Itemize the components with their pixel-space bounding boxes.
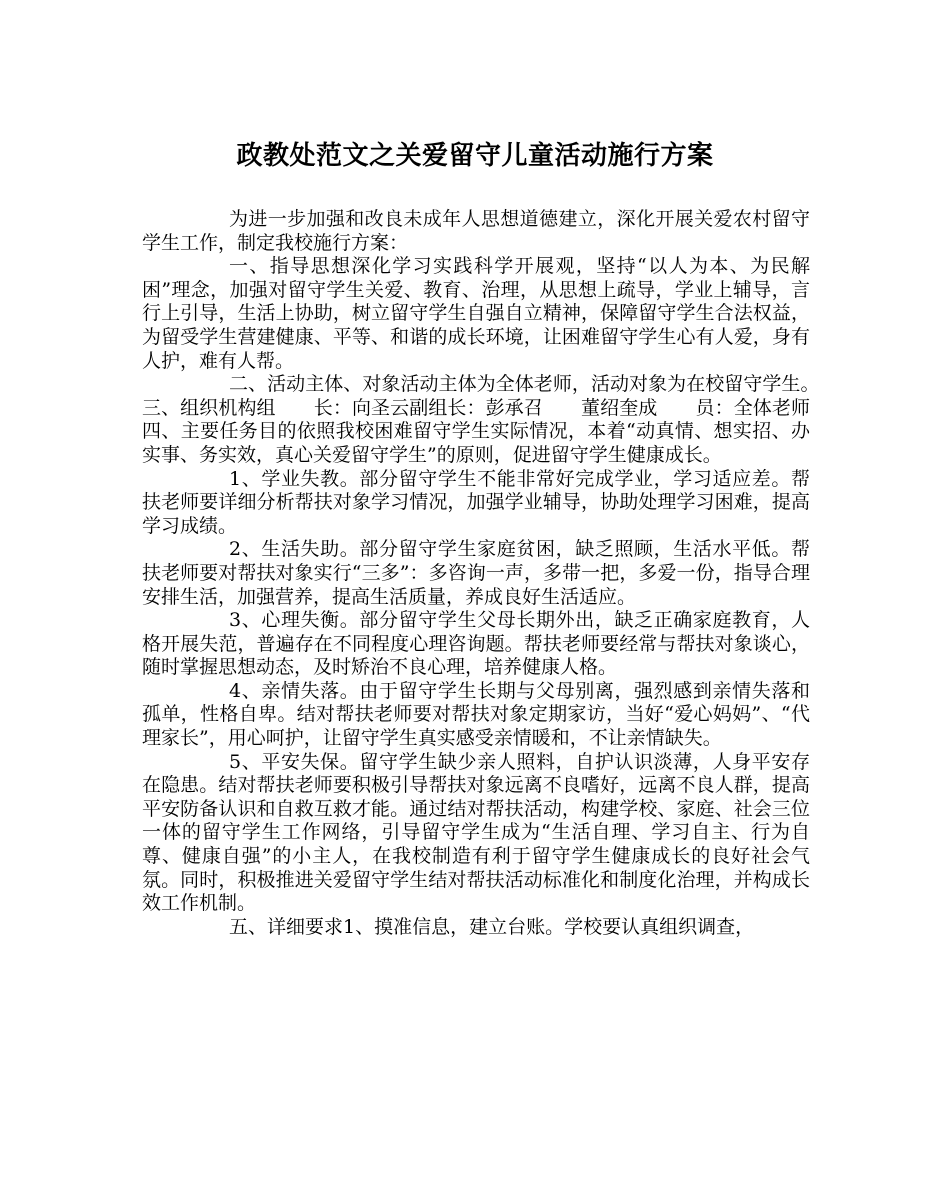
paragraph-guiding-ideology: 一、指导思想深化学习实践科学开展观，坚持“以人为本、为民解困”理念，加强对留守学生关爱、教育、治理，从思想上疏导，学业上辅导，言行上引导，生活上协助，树立留守学生自强自立精神，保障留守学生合法权益，为留受学生营建健康、平等、和谐的成长环境，让困难留守学生心有人爱，身有人护，难有人帮。 [142, 255, 810, 372]
document-body [142, 208, 868, 939]
paragraph-organization: 二、活动主体、对象活动主体为全体老师，活动对象为在校留守学生。 三、组织机构组 长：向圣云副组长：彭承召 董绍奎成 员：全体老师四、主要任务目的依照我校困难留守学生实际情况，本着“动真情、想实招、办实事、务实效，真心关爱留守学生”的原则，促进留守学生健康成长。 [142, 373, 868, 466]
paragraph-requirements: 五、详细要求1、摸准信息，建立台账。学校要认真组织调查， [229, 915, 755, 938]
document-title: 政教处范文之关爱留守儿童活动施行方案 [236, 141, 714, 171]
paragraph-safety: 5、平安失保。留守学生缺少亲人照料，自护认识淡薄，人身平安存在隐患。结对帮扶老师要积极引导帮扶对象远离不良嗜好，远离不良人群，提高平安防备认识和自救互救才能。通过结对帮扶活动，构建学校、家庭、社会三位一体的留守学生工作网络，引导留守学生成为“生活自理、学习自主、行为自尊、健康自强”的小主人，在我校制造有利于留守学生健康成长的良好社会气氛。同时，积极推进关爱留守学生结对帮扶活动标准化和制度化治理，并构成长效工作机制。 [142, 750, 810, 915]
paragraph-academic: 1、学业失教。部分留守学生不能非常好完成学业，学习适应差。帮扶老师要详细分析帮扶对象学习情况，加强学业辅导，协助处理学习困难，提高学习成绩。 [142, 467, 810, 537]
paragraph-family: 4、亲情失落。由于留守学生长期与父母别离，强烈感到亲情失落和孤单，性格自卑。结对帮扶老师要对帮扶对象定期家访，当好“爱心妈妈”、“代理家长”，用心呵护，让留守学生真实感受亲情暖和，不让亲情缺失。 [142, 679, 810, 750]
paragraph-living: 2、生活失助。部分留守学生家庭贫困，缺乏照顾，生活水平低。帮扶老师要对帮扶对象实行“三多”：多咨询一声，多带一把，多爱一份，指导合理安排生活，加强营养，提高生活质量，养成良好生活适应。 [142, 538, 810, 608]
paragraph-psychology: 3、心理失衡。部分留守学生父母长期外出，缺乏正确家庭教育，人格开展失范，普遍存在不同程度心理咨询题。帮扶老师要经常与帮扶对象谈心，随时掌握思想动态，及时矫治不良心理，培养健康人格。 [142, 609, 810, 679]
paragraph-intro: 为进一步加强和改良未成年人思想道德建立，深化开展关爱农村留守学生工作，制定我校施行方案： [142, 208, 810, 254]
